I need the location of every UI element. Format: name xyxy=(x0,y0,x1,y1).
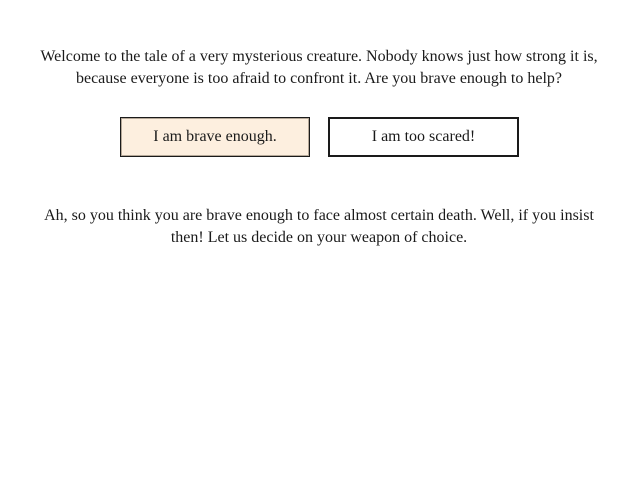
brave-enough-button[interactable]: I am brave enough. xyxy=(120,117,310,157)
response-paragraph: Ah, so you think you are brave enough to face almost certain death. Well, if you insist then! Let us decide on your weapon of choice. xyxy=(44,207,594,246)
choice-buttons xyxy=(0,117,638,159)
intro-paragraph: Welcome to the tale of a very mysterious creature. Nobody knows just how strong it is, because everyone is too afraid to confront it. Are you brave enough to help? xyxy=(40,48,598,87)
too-scared-button[interactable]: I am too scared! xyxy=(328,117,519,157)
